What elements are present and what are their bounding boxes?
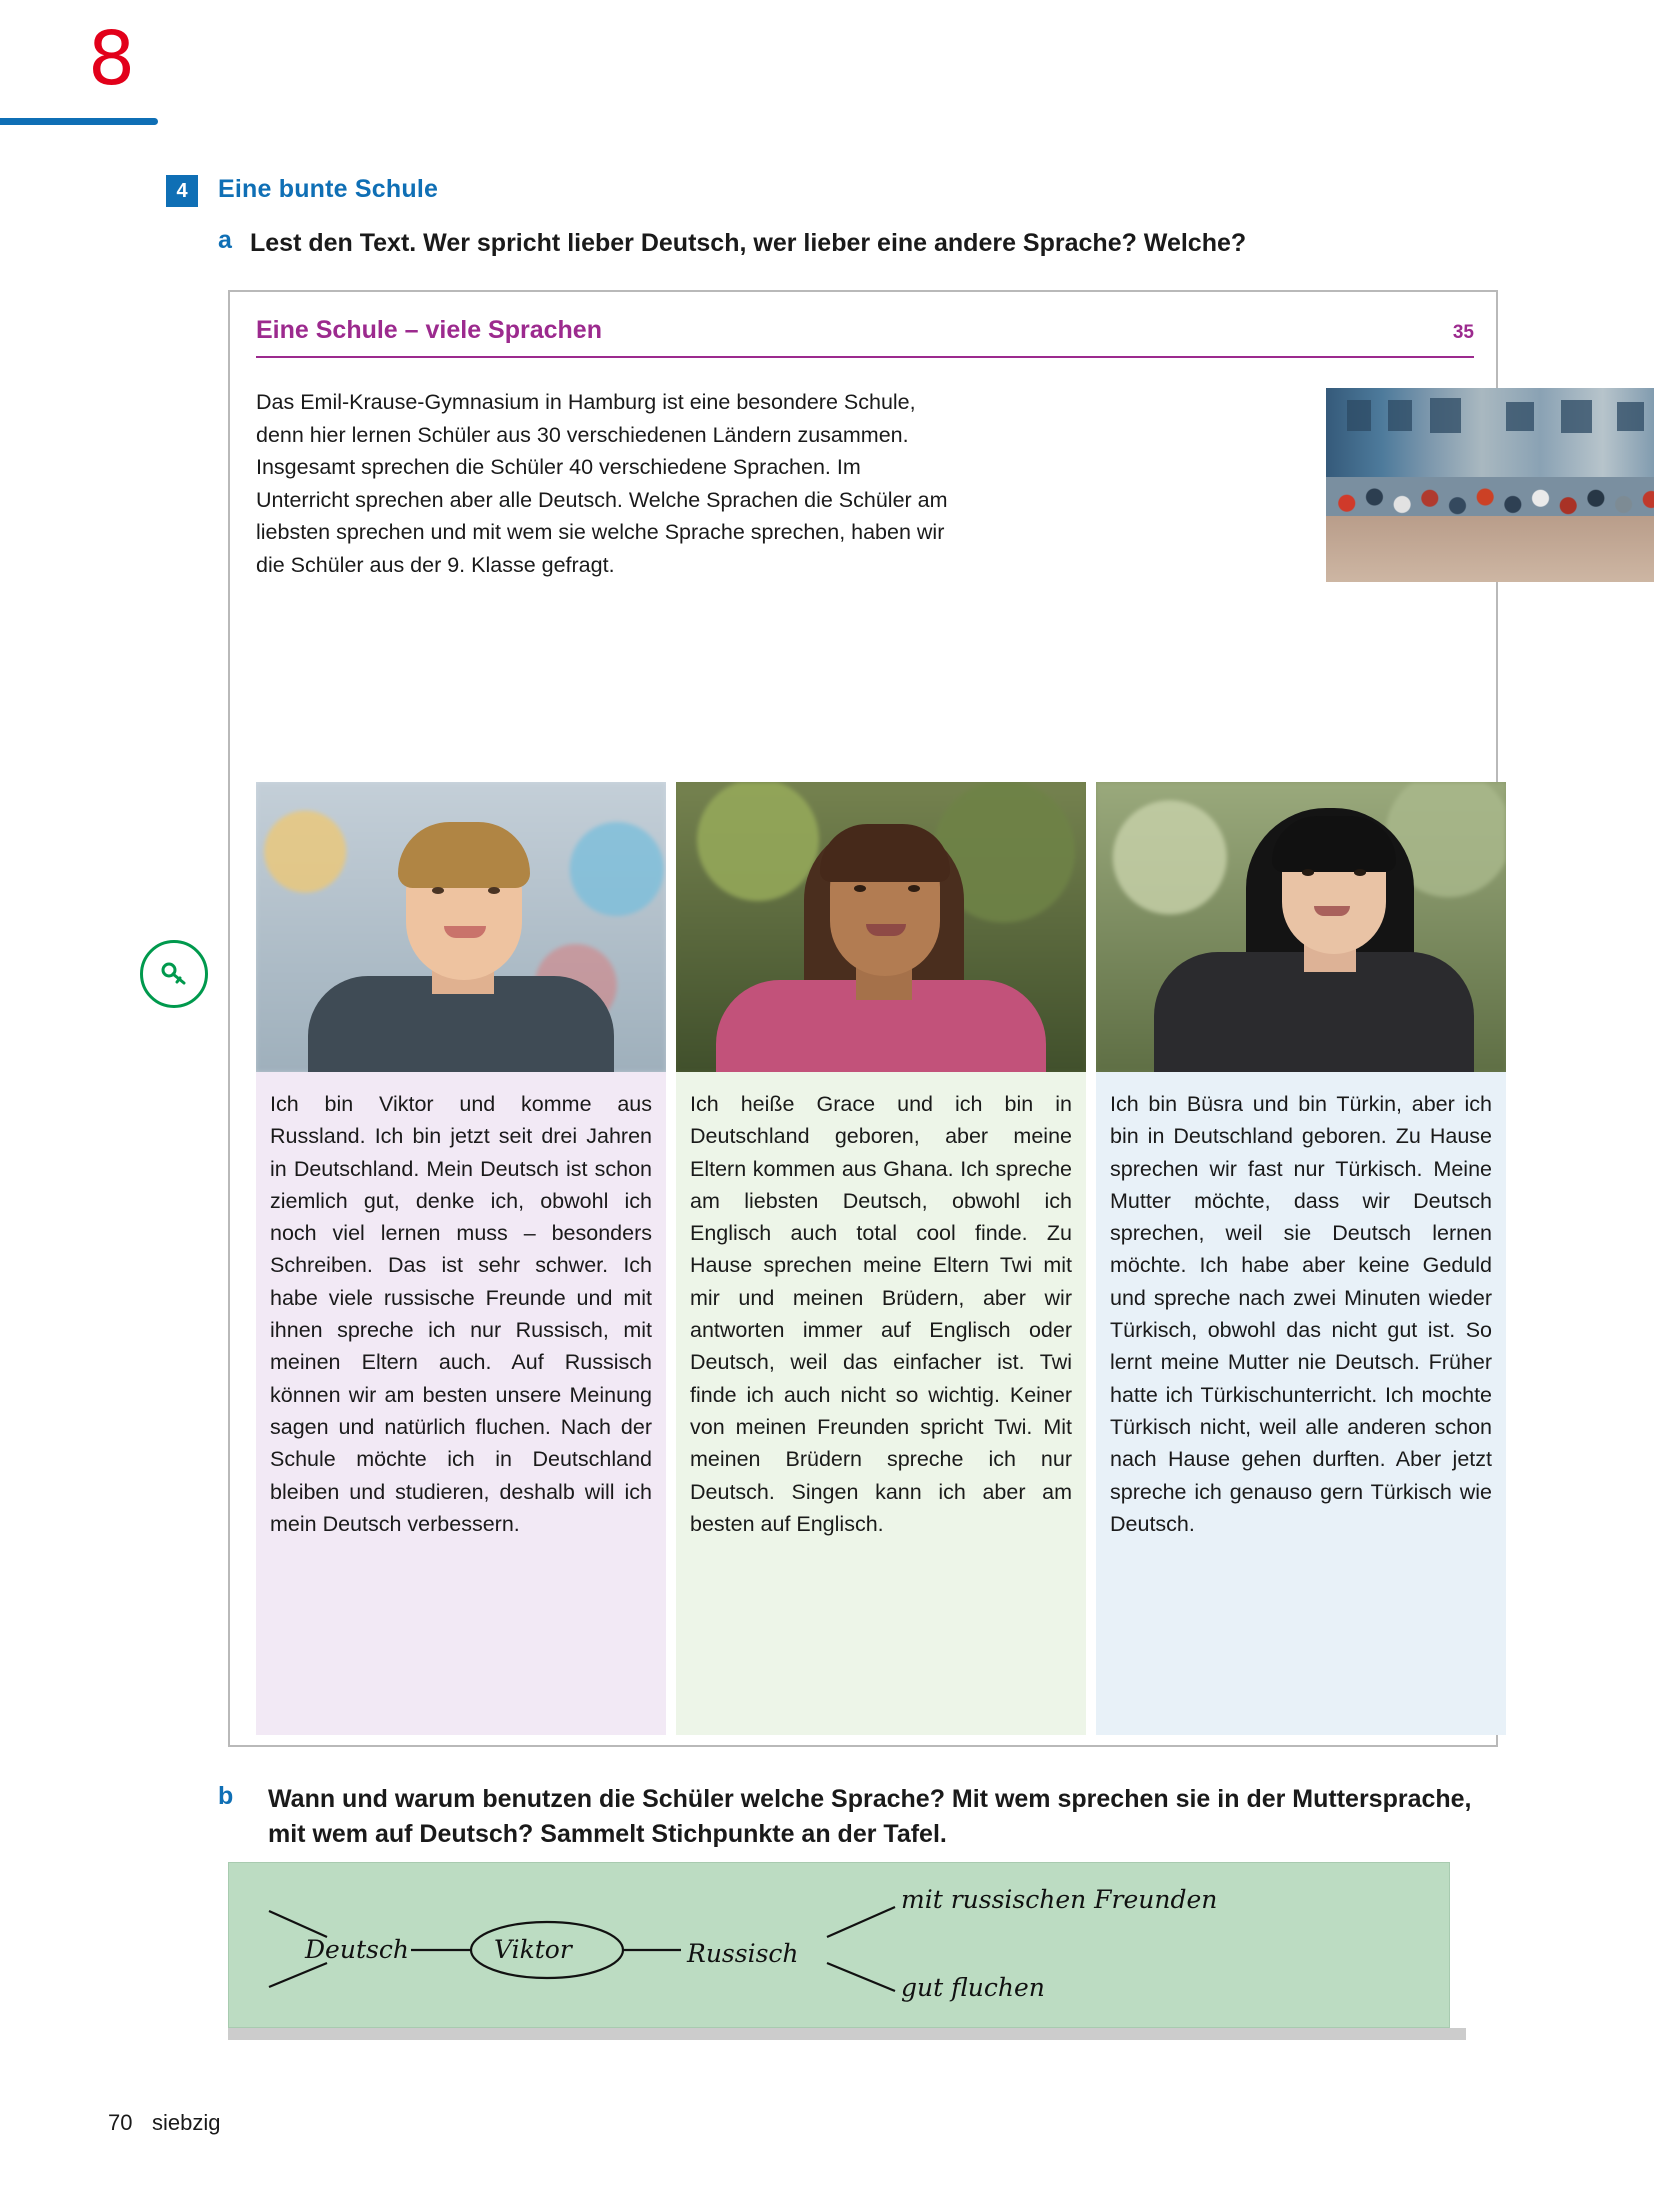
task-title: Eine bunte Schule	[218, 175, 439, 203]
subtask-b-letter: b	[218, 1782, 234, 1810]
mindmap-lines	[229, 1863, 1451, 2029]
portrait-viktor	[256, 782, 666, 1072]
subtask-b-text: Wann und warum benutzen die Schüler welche Sprache? Mit wem sprechen sie in der Muttersprache, mit wem auf Deutsch? Sammelt Stichpunkte an der Tafel.	[268, 1785, 1472, 1848]
page-number-word: siebzig	[152, 2110, 221, 2135]
chapter-rule	[0, 118, 158, 125]
student-column-viktor	[256, 782, 666, 1735]
subtask-a-letter: a	[218, 226, 232, 254]
intro-paragraph: Das Emil-Krause-Gymnasium in Hamburg ist eine besondere Schule, denn hier lernen Schüler aus 30 verschiedenen Ländern zusammen. Insgesamt sprechen die Schüler 40 verschiedene Sprachen. Im Unterricht sprechen aber alle Deutsch. Welche Sprachen die Schüler am liebsten sprechen und mit wem sie welche Sprache sprechen, haben wir die Schüler aus der 9. Klasse gefragt.	[256, 390, 948, 577]
mindmap-board	[228, 1862, 1450, 2028]
student-column-buesra	[1096, 782, 1506, 1735]
student-column-grace	[676, 782, 1086, 1735]
heading-rule	[256, 356, 1474, 358]
school-yard-photo	[1326, 388, 1654, 582]
text-heading: Eine Schule – viele Sprachen	[256, 316, 602, 344]
student-text-buesra: Ich bin Büsra und bin Türkin, aber ich bin in Deutschland geboren. Zu Hause sprechen wir fast nur Türkisch. Meine Mutter möchte, dass wir Deutsch sprechen, weil sie Deutsch lernen möchte. Ich habe aber keine Geduld und spreche nach zwei Minuten wieder Türkisch, obwohl das nicht gut ist. So lernt meine Mutter nie Deutsch. Früher hatte ich Türkischunterricht. Ich mochte Türkisch nicht, weil alle anderen schon nach Hause gehen durften. Aber jetzt spreche ich genauso gern Türkisch wie Deutsch.	[1110, 1092, 1492, 1536]
chapter-number: 8	[88, 16, 136, 102]
board-shadow	[228, 2028, 1466, 2040]
audio-track-number: 35	[1452, 322, 1474, 343]
portrait-grace	[676, 782, 1086, 1072]
student-text-viktor: Ich bin Viktor und komme aus Russland. Ich bin jetzt seit drei Jahren in Deutschland. Mein Deutsch ist schon ziemlich gut, denke ich, obwohl ich noch viel lernen muss – besonders Schreiben. Das ist sehr schwer. Ich habe viele russische Freunde und mit ihnen spreche ich nur Russisch, mit meinen Eltern auch. Auf Russisch können wir am besten unsere Meinung sagen und natürlich fluchen. Nach der Schule möchte ich in Deutschland bleiben und studieren, deshalb will ich mein Deutsch verbessern.	[270, 1092, 652, 1536]
key-icon	[140, 940, 208, 1008]
mindmap-label-viktor: Viktor	[494, 1935, 572, 1964]
subtask-a-text: Lest den Text. Wer spricht lieber Deutsch, wer lieber eine andere Sprache? Welche?	[250, 229, 1247, 257]
task-number-badge: 4	[166, 175, 198, 207]
page-number: 70	[108, 2110, 133, 2135]
portrait-buesra	[1096, 782, 1506, 1072]
mindmap-label-russisch: Russisch	[687, 1939, 799, 1968]
student-text-grace: Ich heiße Grace und ich bin in Deutschland geboren, aber meine Eltern kommen aus Ghana. Ich spreche am liebsten Deutsch, obwohl ich Englisch auch total cool finde. Zu Hause sprechen meine Eltern Twi mit mir und meinen Brüdern, aber wir antworten immer auf Englisch oder Deutsch, weil das einfacher ist. Twi finde ich auch nicht so wichtig. Keiner von meinen Freunden spricht Twi. Mit meinen Brüdern spreche ich nur Deutsch. Singen kann ich aber am besten auf Englisch.	[690, 1092, 1072, 1536]
mindmap-label-fluchen: gut fluchen	[901, 1973, 1045, 2002]
reading-text-box	[228, 290, 1498, 1747]
mindmap-label-freunde: mit russischen Freunden	[901, 1885, 1218, 1914]
mindmap-label-deutsch: Deutsch	[305, 1935, 409, 1964]
